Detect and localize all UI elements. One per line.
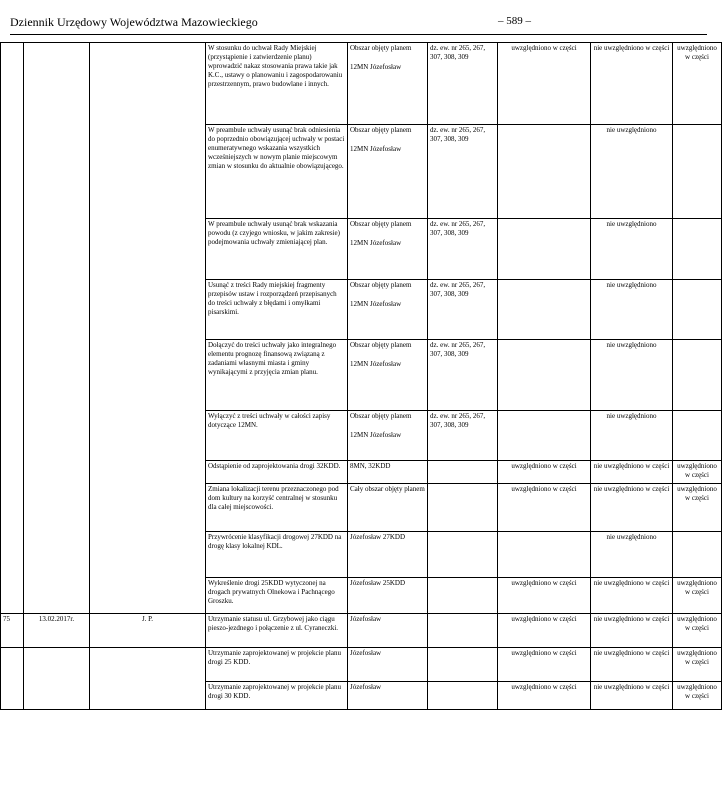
council-decision-cell: nie uwzględniono w części [591,648,673,682]
content-cell: Utrzymanie statusu ul. Grzybowej jako ciągu pieszo-jezdnego i połączenie z ul. Cyraneczki. [206,614,348,648]
area-cell: Józefosław [348,614,428,648]
parcels-cell: dz. ew. nr 265, 267, 307, 308, 309 [428,219,498,280]
comments-table [0,42,722,710]
parcels-cell: dz. ew. nr 265, 267, 307, 308, 309 [428,43,498,125]
page-number: – 589 – [498,15,531,27]
council-decision-cell: nie uwzględniono [591,532,673,578]
extra-cell [673,280,722,340]
content-cell: W preambule uchwały usunąć brak wskazania powodu (z czyjego wniosku, w jakim zakresie) podejmowania uchwały zmieniającej plan. [206,219,348,280]
area-cell: Cały obszar objęty planem [348,484,428,532]
nr-cell [1,43,24,614]
council-decision-cell: nie uwzględniono [591,125,673,219]
area-cell [348,125,428,219]
mayor-decision-cell [498,219,591,280]
mayor-decision-cell [498,125,591,219]
parcels-cell [428,614,498,648]
table-row [1,614,722,648]
council-decision-cell: nie uwzględniono w części [591,43,673,125]
area-cell: Józefosław 27KDD [348,532,428,578]
content-cell: Utrzymanie zaprojektowanej w projekcie planu drogi 25 KDD. [206,648,348,682]
area-code: 12MN Józefosław [350,63,402,71]
extra-cell [673,219,722,280]
journal-title: Dziennik Urzędowy Województwa Mazowieckiego [10,15,258,29]
area-label: Obszar objęty planem [350,281,412,289]
content-cell: Wyłączyć z treści uchwały w całości zapisy dotyczące 12MN. [206,411,348,461]
date-cell: 13.02.2017r. [24,614,90,648]
extra-cell [673,340,722,411]
mayor-decision-cell [498,280,591,340]
parcels-cell [428,682,498,710]
content-cell: W stosunku do uchwał Rady Miejskiej (przystąpienie i zatwierdzenie planu) wprowadzić nakaz stosowania prawa takie jak K.C., ustawy o planowaniu i zagospodarowaniu przestrzennym, prawo budowlane i innych. [206,43,348,125]
extra-cell: uwzględniono w części [673,43,722,125]
council-decision-cell: nie uwzględniono w części [591,461,673,484]
area-cell: Józefosław 25KDD [348,578,428,614]
content-cell: Usunąć z treści Rady miejskiej fragmenty przepisów ustaw i rozporządzeń przepisanych do treści uchwały z błędami i omyłkami pisarskimi. [206,280,348,340]
mayor-decision-cell [498,532,591,578]
extra-cell: uwzględniono w części [673,484,722,532]
area-cell [348,280,428,340]
page-header [0,0,707,38]
extra-cell: uwzględniono w części [673,578,722,614]
header-rule [10,34,707,35]
area-cell: 8MN, 32KDD [348,461,428,484]
extra-cell: uwzględniono w części [673,682,722,710]
parcels-cell [428,461,498,484]
content-cell: Dołączyć do treści uchwały jako integralnego elementu prognozę finansową związaną z zadaniami własnymi miasta i gminy wynikającymi z przyjęcia zmian planu. [206,340,348,411]
council-decision-cell: nie uwzględniono [591,280,673,340]
entry-number: 75 [3,615,10,623]
parcels-cell: dz. ew. nr 265, 267, 307, 308, 309 [428,125,498,219]
mayor-decision-cell: uwzględniono w części [498,578,591,614]
parcels-cell [428,532,498,578]
parcels-cell: dz. ew. nr 265, 267, 307, 308, 309 [428,411,498,461]
nr-cell [1,648,24,710]
content-cell: Utrzymanie zaprojektowanej w projekcie planu drogi 30 KDD. [206,682,348,710]
area-label: Obszar objęty planem [350,126,412,134]
extra-cell: uwzględniono w części [673,648,722,682]
mayor-decision-cell: uwzględniono w części [498,682,591,710]
area-code: 12MN Józefosław [350,431,402,439]
area-cell [348,43,428,125]
date-cell [24,648,90,710]
author-cell [90,43,206,614]
table-row [1,43,722,125]
parcels-cell: dz. ew. nr 265, 267, 307, 308, 309 [428,280,498,340]
extra-cell [673,125,722,219]
content-cell: Wykreślenie drogi 25KDD wytyczonej na drogach prywatnych Olnekowa i Pachnącego Groszku. [206,578,348,614]
mayor-decision-cell: uwzględniono w części [498,43,591,125]
area-cell [348,411,428,461]
area-cell: Józefosław [348,648,428,682]
table-wrapper [0,42,717,716]
area-cell [348,340,428,411]
council-decision-cell: nie uwzględniono [591,219,673,280]
area-label: Obszar objęty planem [350,44,412,52]
nr-cell [1,614,24,648]
area-code: 12MN Józefosław [350,239,402,247]
area-label: Obszar objęty planem [350,220,412,228]
area-label: Obszar objęty planem [350,412,412,420]
extra-cell: uwzględniono w części [673,614,722,648]
table-row [1,648,722,682]
parcels-cell [428,578,498,614]
author-cell: J. P. [90,614,206,648]
content-cell: Odstąpienie od zaprojektowania drogi 32KDD. [206,461,348,484]
parcels-cell [428,648,498,682]
mayor-decision-cell: uwzględniono w części [498,484,591,532]
council-decision-cell: nie uwzględniono w części [591,578,673,614]
mayor-decision-cell [498,411,591,461]
parcels-cell [428,484,498,532]
extra-cell [673,532,722,578]
author-cell [90,648,206,710]
council-decision-cell: nie uwzględniono w części [591,614,673,648]
area-cell [348,219,428,280]
date-cell [24,43,90,614]
area-code: 12MN Józefosław [350,145,402,153]
council-decision-cell: nie uwzględniono [591,340,673,411]
content-cell: Przywrócenie klasyfikacji drogowej 27KDD na drogę klasy lokalnej KDL. [206,532,348,578]
area-label: Obszar objęty planem [350,341,412,349]
area-code: 12MN Józefosław [350,360,402,368]
council-decision-cell: nie uwzględniono [591,411,673,461]
mayor-decision-cell [498,340,591,411]
content-cell: W preambule uchwały usunąć brak odniesienia do poprzednio obowiązującej uchwały w postaci enumeratywnego wskazania wszystkich wcześniejszych w nowym planie miejscowym zmian w stosunku do aktualnie obowiązującego. [206,125,348,219]
parcels-cell: dz. ew. nr 265, 267, 307, 308, 309 [428,340,498,411]
content-cell: Zmiana lokalizacji terenu przeznaczonego pod dom kultury na korzyść centralnej w stosunku dla całej miejscowości. [206,484,348,532]
area-cell: Józefosław [348,682,428,710]
mayor-decision-cell: uwzględniono w części [498,648,591,682]
area-code: 12MN Józefosław [350,300,402,308]
extra-cell [673,411,722,461]
mayor-decision-cell: uwzględniono w części [498,614,591,648]
council-decision-cell: nie uwzględniono w części [591,484,673,532]
council-decision-cell: nie uwzględniono w części [591,682,673,710]
extra-cell: uwzględniono w części [673,461,722,484]
mayor-decision-cell: uwzględniono w części [498,461,591,484]
